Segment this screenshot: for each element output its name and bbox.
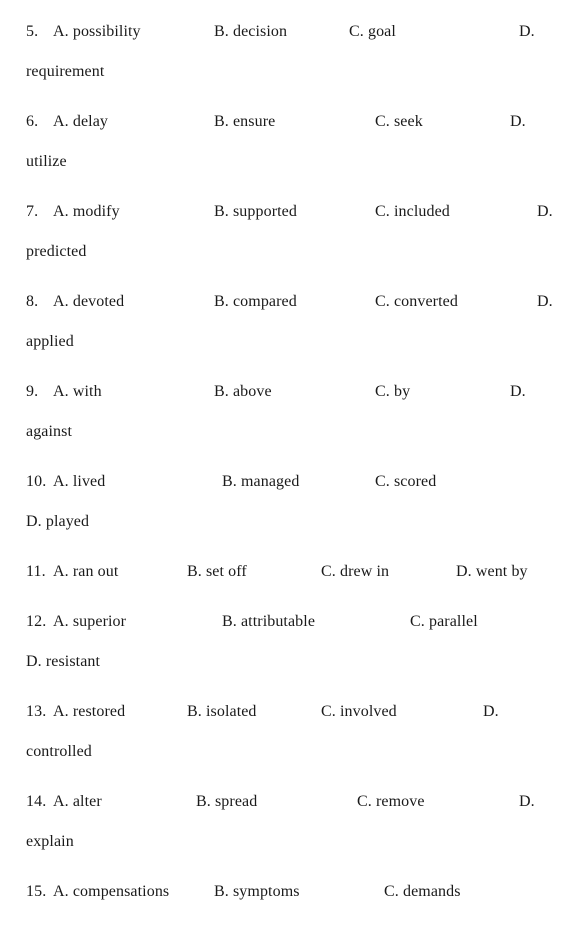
option-d: D. played xyxy=(26,513,90,530)
option-d-text: controlled xyxy=(26,743,92,760)
option-c: C. demands xyxy=(384,883,461,900)
option-c: C. goal xyxy=(349,23,396,40)
option-d-prefix: D. xyxy=(537,203,553,220)
option-d-text: predicted xyxy=(26,243,87,260)
option-a: A. ran out xyxy=(53,563,119,580)
option-b: B. compared xyxy=(214,293,297,310)
option-d-prefix: D. xyxy=(537,293,553,310)
question-number: 15. xyxy=(26,883,47,900)
option-b: B. symptoms xyxy=(214,883,300,900)
question-number: 11. xyxy=(26,563,46,580)
option-a: A. superior xyxy=(53,613,127,630)
option-c: C. seek xyxy=(375,113,423,130)
option-d: D. resistant xyxy=(26,653,101,670)
option-d-prefix: D. xyxy=(483,703,499,720)
question-number: 12. xyxy=(26,613,47,630)
option-d-text: against xyxy=(26,423,73,440)
option-c: C. by xyxy=(375,383,411,400)
option-b: B. managed xyxy=(222,473,300,490)
option-d-prefix: D. xyxy=(519,23,535,40)
option-d-prefix: D. xyxy=(519,793,535,810)
option-d-prefix: D. xyxy=(510,383,526,400)
option-d-text: requirement xyxy=(26,63,105,80)
question-number: 13. xyxy=(26,703,47,720)
option-a: A. possibility xyxy=(53,23,141,40)
option-d-text: applied xyxy=(26,333,74,350)
option-a: A. delay xyxy=(53,113,109,130)
option-c: C. included xyxy=(375,203,450,220)
option-d: D. went by xyxy=(456,563,528,580)
option-d-prefix: D. xyxy=(510,113,526,130)
option-c: C. scored xyxy=(375,473,437,490)
question-number: 9. xyxy=(26,383,39,400)
option-b: B. set off xyxy=(187,563,247,580)
option-a: A. restored xyxy=(53,703,126,720)
option-d-text: utilize xyxy=(26,153,67,170)
option-a: A. devoted xyxy=(53,293,125,310)
option-b: B. isolated xyxy=(187,703,257,720)
question-number: 8. xyxy=(26,293,39,310)
question-number: 10. xyxy=(26,473,47,490)
question-number: 5. xyxy=(26,23,39,40)
question-number: 6. xyxy=(26,113,39,130)
option-a: A. with xyxy=(53,383,102,400)
option-b: B. ensure xyxy=(214,113,276,130)
option-a: A. compensations xyxy=(53,883,170,900)
option-b: B. decision xyxy=(214,23,288,40)
option-a: A. modify xyxy=(53,203,120,220)
option-c: C. involved xyxy=(321,703,397,720)
option-a: A. alter xyxy=(53,793,102,810)
option-c: C. remove xyxy=(357,793,425,810)
question-number: 7. xyxy=(26,203,39,220)
option-b: B. supported xyxy=(214,203,297,220)
option-c: C. converted xyxy=(375,293,458,310)
option-c: C. drew in xyxy=(321,563,390,580)
option-b: B. spread xyxy=(196,793,258,810)
question-number: 14. xyxy=(26,793,47,810)
option-a: A. lived xyxy=(53,473,106,490)
option-b: B. attributable xyxy=(222,613,316,630)
option-b: B. above xyxy=(214,383,272,400)
option-d-text: explain xyxy=(26,833,74,850)
option-c: C. parallel xyxy=(410,613,478,630)
